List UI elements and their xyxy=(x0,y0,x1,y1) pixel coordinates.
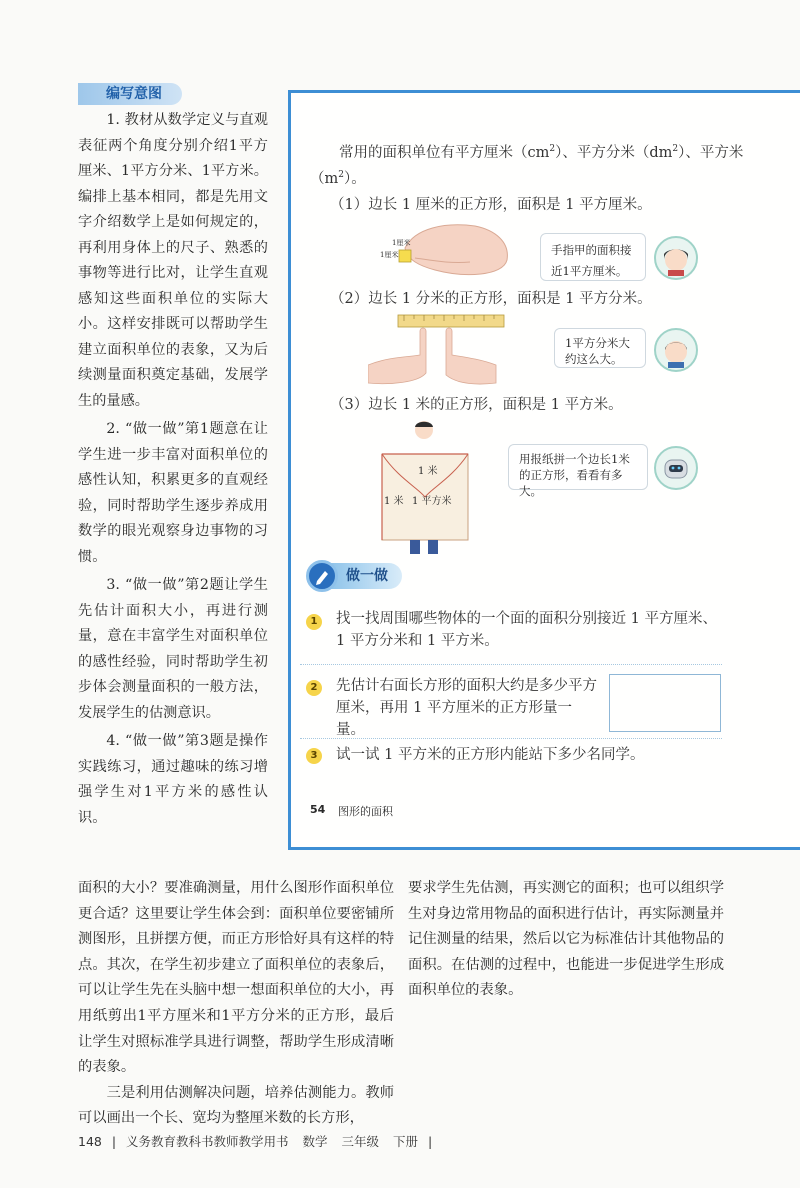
boy-with-newspaper-illustration xyxy=(378,418,478,558)
superscript: 2 xyxy=(672,144,679,154)
sidebar-header: 编写意图 xyxy=(78,83,182,105)
exercise-1-text: 找一找周围哪些物体的一个面的面积分别接近 1 平方厘米、1 平方分米和 1 平方米。 xyxy=(336,611,717,649)
speech-bubble: 1平方分米大约这么大。 xyxy=(554,328,646,368)
speech-bubble: 用报纸拼一个边长1米的正方形，看看有多大。 xyxy=(508,444,648,490)
footer-grade: 三年级 xyxy=(341,1134,380,1149)
sidebar-paragraph: 1. 教材从数学定义与直观表征两个角度分别介绍1平方厘米、1平方分米、1平方米。编排上基本相同，都是先用文字介绍数学上是如何规定的，再利用身体上的尺子、熟悉的事物等进行比对，让学生直观感知这些面积单位的实际大小。这样安排既可以帮助学生建立面积单位的表象，又为后续测量面积奠定基础，发展学生的量感。 xyxy=(78,112,268,409)
sidebar-text xyxy=(78,108,268,834)
sidebar-paragraph: 4. “做一做”第3题是操作实践练习，通过趣味的练习增强学生对1平方米的感性认识。 xyxy=(78,733,268,826)
superscript: 2 xyxy=(549,144,556,154)
divider xyxy=(300,664,722,665)
square-center-label: 1 平方米 xyxy=(412,496,452,507)
exercise-number: 2 xyxy=(306,680,322,696)
pencil-badge-icon xyxy=(306,560,338,592)
body-paragraph: 要求学生先估测，再实测它的面积；也可以组织学生对身边常用物品的面积进行估计，再实际测量并记住测量的结果，然后以它为标准估计其他物品的面积。在估测的过程中，也能进一步促进学生形成面积单位的表象。 xyxy=(408,880,724,999)
item-3-text: （3）边长 1 米的正方形，面积是 1 平方米。 xyxy=(330,397,623,413)
intro-part: ）、平方米（m xyxy=(310,144,744,187)
girl-avatar-icon xyxy=(654,236,698,280)
textbook-page-number: 54 xyxy=(310,803,326,816)
sidebar-paragraph: 3. “做一做”第2题让学生先估计面积大小，再进行测量，意在丰富学生对面积单位的感性经验，同时帮助学生初步体会测量面积的一般方法，发展学生的估测意识。 xyxy=(78,577,268,721)
intro-part: ）。 xyxy=(343,170,366,187)
page-footer: 148 | 义务教育教科书教师教学用书 数学 三年级 下册 | xyxy=(78,1134,433,1149)
intro-text xyxy=(310,138,750,190)
robot-avatar-icon xyxy=(654,446,698,490)
cm-label-top: 1厘米 xyxy=(392,239,411,247)
footer-page-number: 148 xyxy=(78,1134,102,1149)
sidebar-paragraph: 2. “做一做”第1题意在让学生进一步丰富对面积单位的感性认知，积累更多的直观经验，同时帮助学生逐步养成用数学的眼光观察身边事物的习惯。 xyxy=(78,421,268,565)
boy-avatar-icon xyxy=(654,328,698,372)
superscript: 2 xyxy=(338,169,344,180)
cm-label-left: 1厘米 xyxy=(380,251,399,259)
footer-book-title: 义务教育教科书教师教学用书 xyxy=(126,1134,289,1149)
exercise-number: 1 xyxy=(306,614,322,630)
divider xyxy=(300,738,722,739)
exercise-2-text: 先估计右面长方形的面积大约是多少平方厘米，再用 1 平方厘米的正方形量一量。 xyxy=(336,678,597,738)
textbook-page-title: 图形的面积 xyxy=(338,805,393,818)
speech-bubble: 手指甲的面积接近1平方厘米。 xyxy=(540,233,646,281)
footer-volume: 下册 xyxy=(393,1134,419,1149)
bottom-left-column xyxy=(78,876,394,1132)
girl-face-icon xyxy=(658,240,694,276)
intro-part: 常用的面积单位有平方厘米（cm xyxy=(339,144,550,161)
square-top-label: 1 米 xyxy=(418,466,438,477)
item-2-text: （2）边长 1 分米的正方形，面积是 1 平方分米。 xyxy=(330,291,652,307)
robot-face-icon xyxy=(658,450,694,486)
ruler-hands-illustration xyxy=(368,313,508,393)
body-paragraph: 面积的大小？要准确测量，用什么图形作面积单位更合适？这里要让学生体会到：面积单位要密铺所测图形，且拼摆方便，而正方形恰好具有这样的特点。其次，在学生初步建立了面积单位的表象后，可以让学生先在头脑中想一想面积单位的大小，再用纸剪出1平方厘米和1平方分米的正方形，最后让学生对照标准学具进行调整，帮助学生形成清晰的表象。 xyxy=(78,880,394,1076)
boy-face-icon xyxy=(658,332,694,368)
body-paragraph: 三是利用估测解决问题，培养估测能力。教师可以画出一个长、宽均为整厘米数的长方形， xyxy=(78,1084,394,1127)
pencil-icon xyxy=(309,563,335,589)
exercise-3-text: 试一试 1 平方米的正方形内能站下多少名同学。 xyxy=(336,747,645,763)
bottom-right-column xyxy=(408,876,724,1004)
item-1-text: （1）边长 1 厘米的正方形，面积是 1 平方厘米。 xyxy=(330,197,652,213)
intro-part: ）、平方分米（dm xyxy=(555,144,673,161)
do-it-title: 做一做 xyxy=(330,563,402,589)
footer-subject: 数学 xyxy=(302,1134,328,1149)
square-left-label: 1 米 xyxy=(384,496,404,507)
estimation-rectangle xyxy=(609,674,721,732)
exercise-number: 3 xyxy=(306,748,322,764)
